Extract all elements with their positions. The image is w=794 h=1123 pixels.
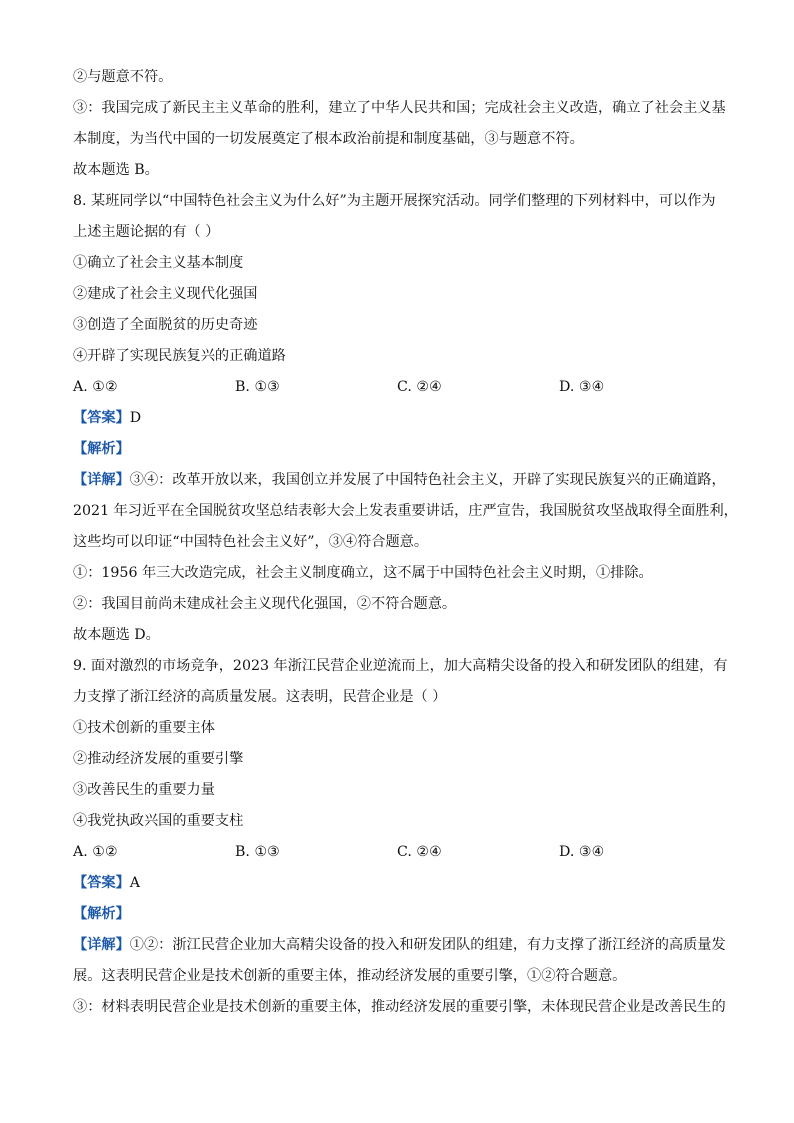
question-8-answer — [73, 403, 723, 434]
option-c: C. ②④ — [397, 379, 442, 395]
analysis-tag: 【解析】 — [73, 441, 130, 457]
conclusion-line: 故本题选 B。 — [73, 162, 159, 178]
option-d: D. ③④ — [559, 379, 605, 395]
paragraph-line: ②与题意不符。 — [73, 69, 173, 85]
question-9-item: ③改善民生的重要力量 — [73, 782, 215, 798]
question-9-answer — [73, 868, 723, 899]
question-8-detail — [73, 465, 726, 496]
question-8-detail-cont: ②：我国目前尚未建成社会主义现代化强国，②不符合题意。 — [73, 596, 457, 612]
detail-tag: 【详解】 — [73, 937, 130, 953]
question-9-detail-cont: ③：材料表明民营企业是技术创新的重要主体，推动经济发展的重要引擎，未体现民营企业是改善民生的 — [73, 999, 726, 1015]
question-8-item: ①确立了社会主义基本制度 — [73, 255, 244, 271]
question-8-detail-cont: ①：1956 年三大改造完成，社会主义制度确立，这不属于中国特色社会主义时期，①排除。 — [73, 565, 653, 581]
option-d: D. ③④ — [559, 844, 605, 860]
answer-value: A — [129, 875, 141, 891]
question-8-detail-cont: 2021 年习近平在全国脱贫攻坚总结表彰大会上发表重要讲话，庄严宣告，我国脱贫攻坚战取得全面胜利， — [73, 503, 738, 519]
paragraph-line: ③：我国完成了新民主主义革命的胜利，建立了中华人民共和国；完成社会主义改造，确立了社会主义基 — [73, 100, 726, 116]
paragraph-line: 本制度，为当代中国的一切发展奠定了根本政治前提和制度基础，③与题意不符。 — [73, 131, 584, 147]
question-9-item: ④我党执政兴国的重要支柱 — [73, 813, 244, 829]
question-8-analysis — [73, 434, 723, 465]
question-8-item: ②建成了社会主义现代化强国 — [73, 286, 258, 302]
question-8-conclusion: 故本题选 D。 — [73, 627, 160, 643]
question-8-detail-cont: 这些均可以印证“中国特色社会主义好”，③④符合题意。 — [73, 534, 429, 550]
detail-tag: 【详解】 — [73, 472, 130, 488]
answer-tag: 【答案】 — [73, 410, 130, 426]
question-9-stem-cont: 力支撑了浙江经济的高质量发展。这表明，民营企业是（ ） — [73, 689, 447, 705]
question-8-item: ③创造了全面脱贫的历史奇迹 — [73, 317, 258, 333]
question-9-options — [73, 837, 723, 868]
option-b: B. ①③ — [235, 844, 280, 860]
analysis-tag: 【解析】 — [73, 906, 130, 922]
option-b: B. ①③ — [235, 379, 280, 395]
document-page — [73, 62, 738, 1023]
option-a: A. ①② — [73, 379, 118, 395]
option-c: C. ②④ — [397, 844, 442, 860]
question-9-stem: 9. 面对激烈的市场竞争，2023 年浙江民营企业逆流而上，加大高精尖设备的投入和研发团队的组建，有 — [73, 658, 728, 674]
question-9-item: ②推动经济发展的重要引擎 — [73, 751, 244, 767]
detail-text: ①②：浙江民营企业加大高精尖设备的投入和研发团队的组建，有力支撑了浙江经济的高质量发 — [129, 937, 726, 953]
question-8-item: ④开辟了实现民族复兴的正确道路 — [73, 348, 286, 364]
question-8-options — [73, 372, 723, 403]
question-9-analysis — [73, 899, 723, 930]
question-9-detail-cont: 展。这表明民营企业是技术创新的重要主体，推动经济发展的重要引擎，①②符合题意。 — [73, 968, 627, 984]
answer-tag: 【答案】 — [73, 875, 130, 891]
question-9-item: ①技术创新的重要主体 — [73, 720, 215, 736]
question-8-stem: 8. 某班同学以“中国特色社会主义为什么好”为主题开展探究活动。同学们整理的下列材料中，可以作为 — [73, 193, 716, 209]
answer-value: D — [129, 410, 142, 426]
detail-text: ③④：改革开放以来，我国创立并发展了中国特色社会主义，开辟了实现民族复兴的正确道路， — [129, 472, 726, 488]
option-a: A. ①② — [73, 844, 118, 860]
question-8-stem-cont: 上述主题论据的有（ ） — [73, 224, 220, 240]
question-9-detail — [73, 930, 726, 961]
